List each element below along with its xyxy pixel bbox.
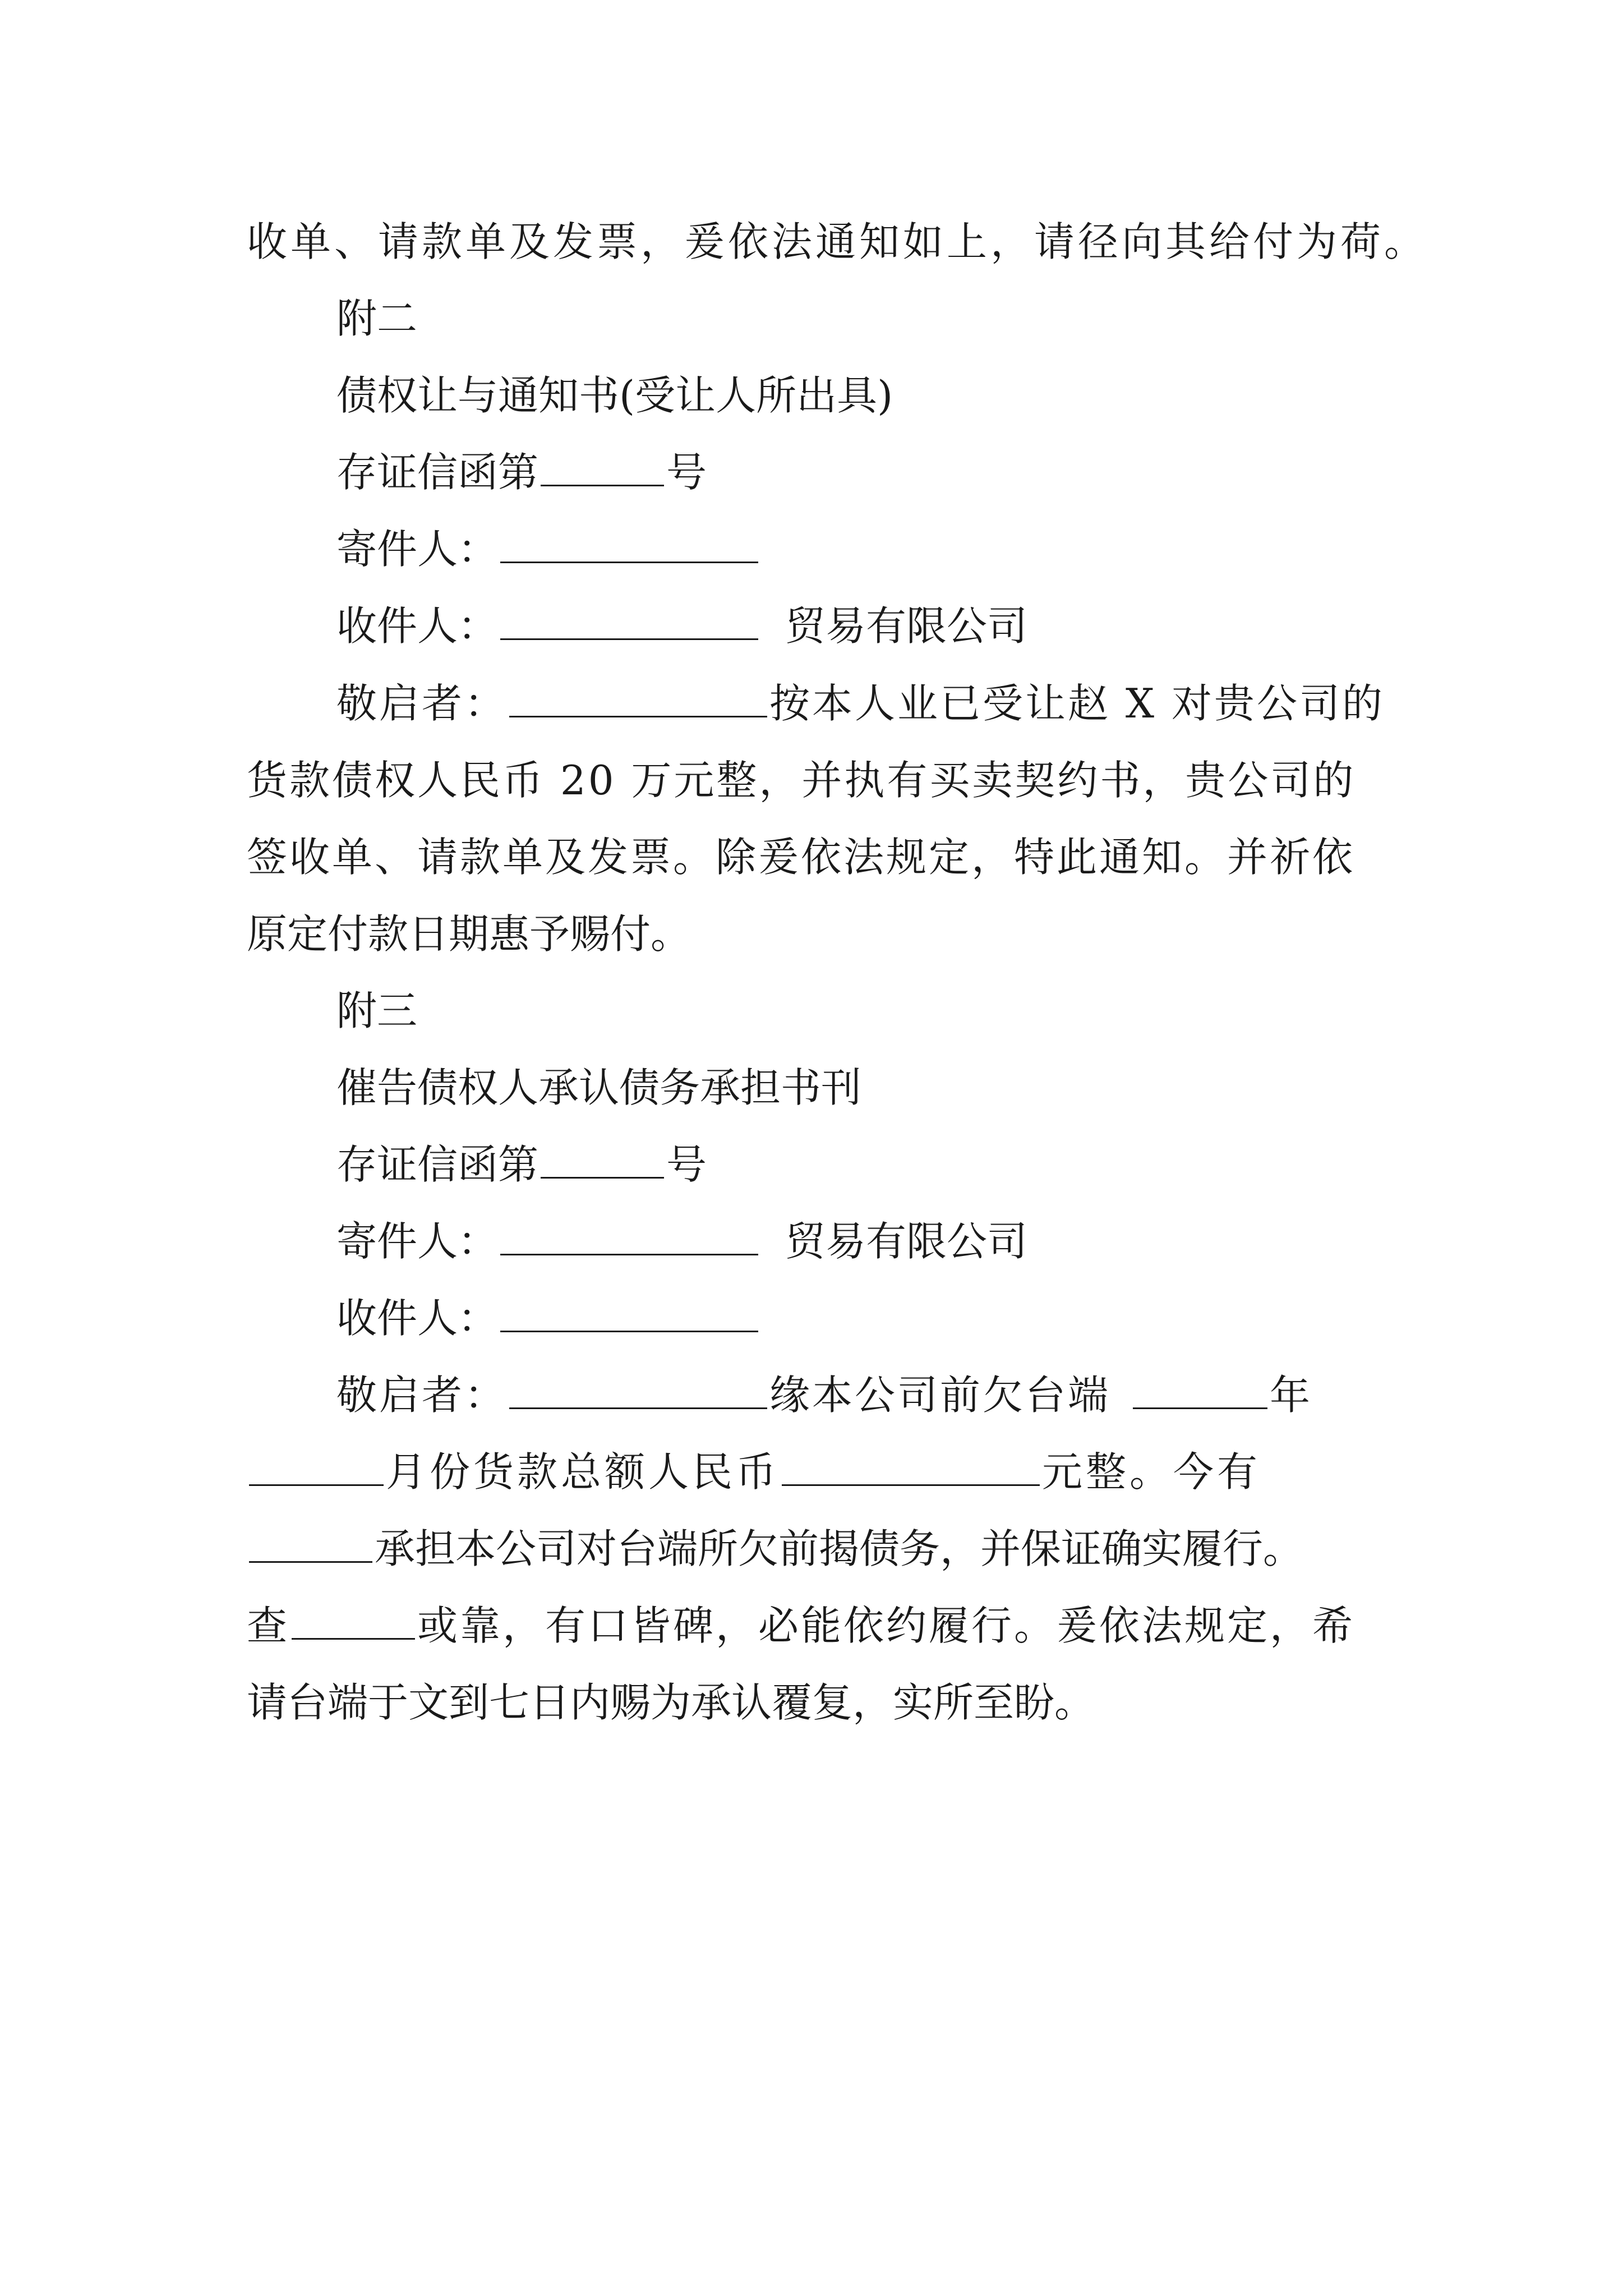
letter-number-label: 存证信函第 (336, 449, 539, 496)
document-title: 催告债权人承认债务承担书刊 (336, 1064, 862, 1111)
blank-field (249, 1452, 384, 1486)
salutation-label: 敬启者： (336, 1372, 508, 1419)
blank-field (249, 1529, 372, 1563)
blank-field (500, 529, 758, 563)
paragraph-text: 按本人业已受让赵 X 对贵公司的 (769, 680, 1385, 727)
blank-field (541, 452, 664, 486)
paragraph-line: 签收单、请款单及发票。除爰依法规定，特此通知。并祈依 (247, 834, 1355, 881)
blank-field (500, 606, 758, 640)
paragraph-line (247, 1602, 1355, 1649)
paragraph-text: 元整。今有 (1042, 1448, 1261, 1496)
paragraph-line: 货款债权人民币 20 万元整，并执有买卖契约书，贵公司的 (247, 757, 1356, 804)
blank-field (500, 1221, 758, 1255)
company-name: 贸易有限公司 (785, 602, 1028, 650)
salutation-label: 敬启者： (336, 680, 508, 727)
document-title: 债权让与通知书(受让人所出具) (336, 372, 893, 419)
recipient-label: 收件人： (336, 602, 499, 650)
letter-number-line (336, 449, 707, 496)
recipient-label: 收件人： (336, 1295, 499, 1342)
sender-line (336, 1218, 1028, 1265)
number-suffix: 号 (666, 449, 707, 496)
blank-field (1133, 1375, 1267, 1409)
salutation-line (336, 1372, 1313, 1419)
recipient-line (336, 602, 1028, 650)
blank-field (782, 1452, 1040, 1486)
paragraph-text: 月份货款总额人民币 (386, 1448, 780, 1496)
blank-field (509, 683, 767, 717)
number-suffix: 号 (666, 1141, 707, 1188)
paragraph-text: 或靠，有口皆碑，必能依约履行。爰依法规定，希 (417, 1602, 1355, 1649)
recipient-line (336, 1295, 760, 1342)
blank-field (292, 1605, 415, 1640)
blank-field (509, 1375, 767, 1409)
sender-label: 寄件人： (336, 1218, 499, 1265)
company-name: 贸易有限公司 (785, 1218, 1028, 1265)
paragraph-text: 查 (247, 1602, 290, 1649)
letter-number-line (336, 1141, 707, 1188)
blank-field (541, 1144, 664, 1179)
sender-line (336, 526, 760, 573)
letter-number-label: 存证信函第 (336, 1141, 539, 1188)
paragraph-line: 收单、请款单及发票，爰依法通知如上，请径向其给付为荷。 (247, 218, 1428, 265)
paragraph-text: 承担本公司对台端所欠前揭债务，并保证确实履行。 (375, 1525, 1304, 1572)
blank-field (500, 1298, 758, 1332)
paragraph-line (247, 1448, 1261, 1496)
section-heading-appendix-3: 附三 (336, 987, 418, 1034)
paragraph-text: 年 (1270, 1372, 1313, 1419)
salutation-line (336, 680, 1385, 727)
section-heading-appendix-2: 附二 (336, 295, 418, 342)
paragraph-line (247, 1525, 1304, 1572)
sender-label: 寄件人： (336, 526, 499, 573)
paragraph-line: 原定付款日期惠予赐付。 (247, 910, 691, 958)
paragraph-line: 请台端于文到七日内赐为承认覆复，实所至盼。 (247, 1679, 1095, 1726)
paragraph-text: 缘本公司前欠台端 (769, 1372, 1111, 1419)
